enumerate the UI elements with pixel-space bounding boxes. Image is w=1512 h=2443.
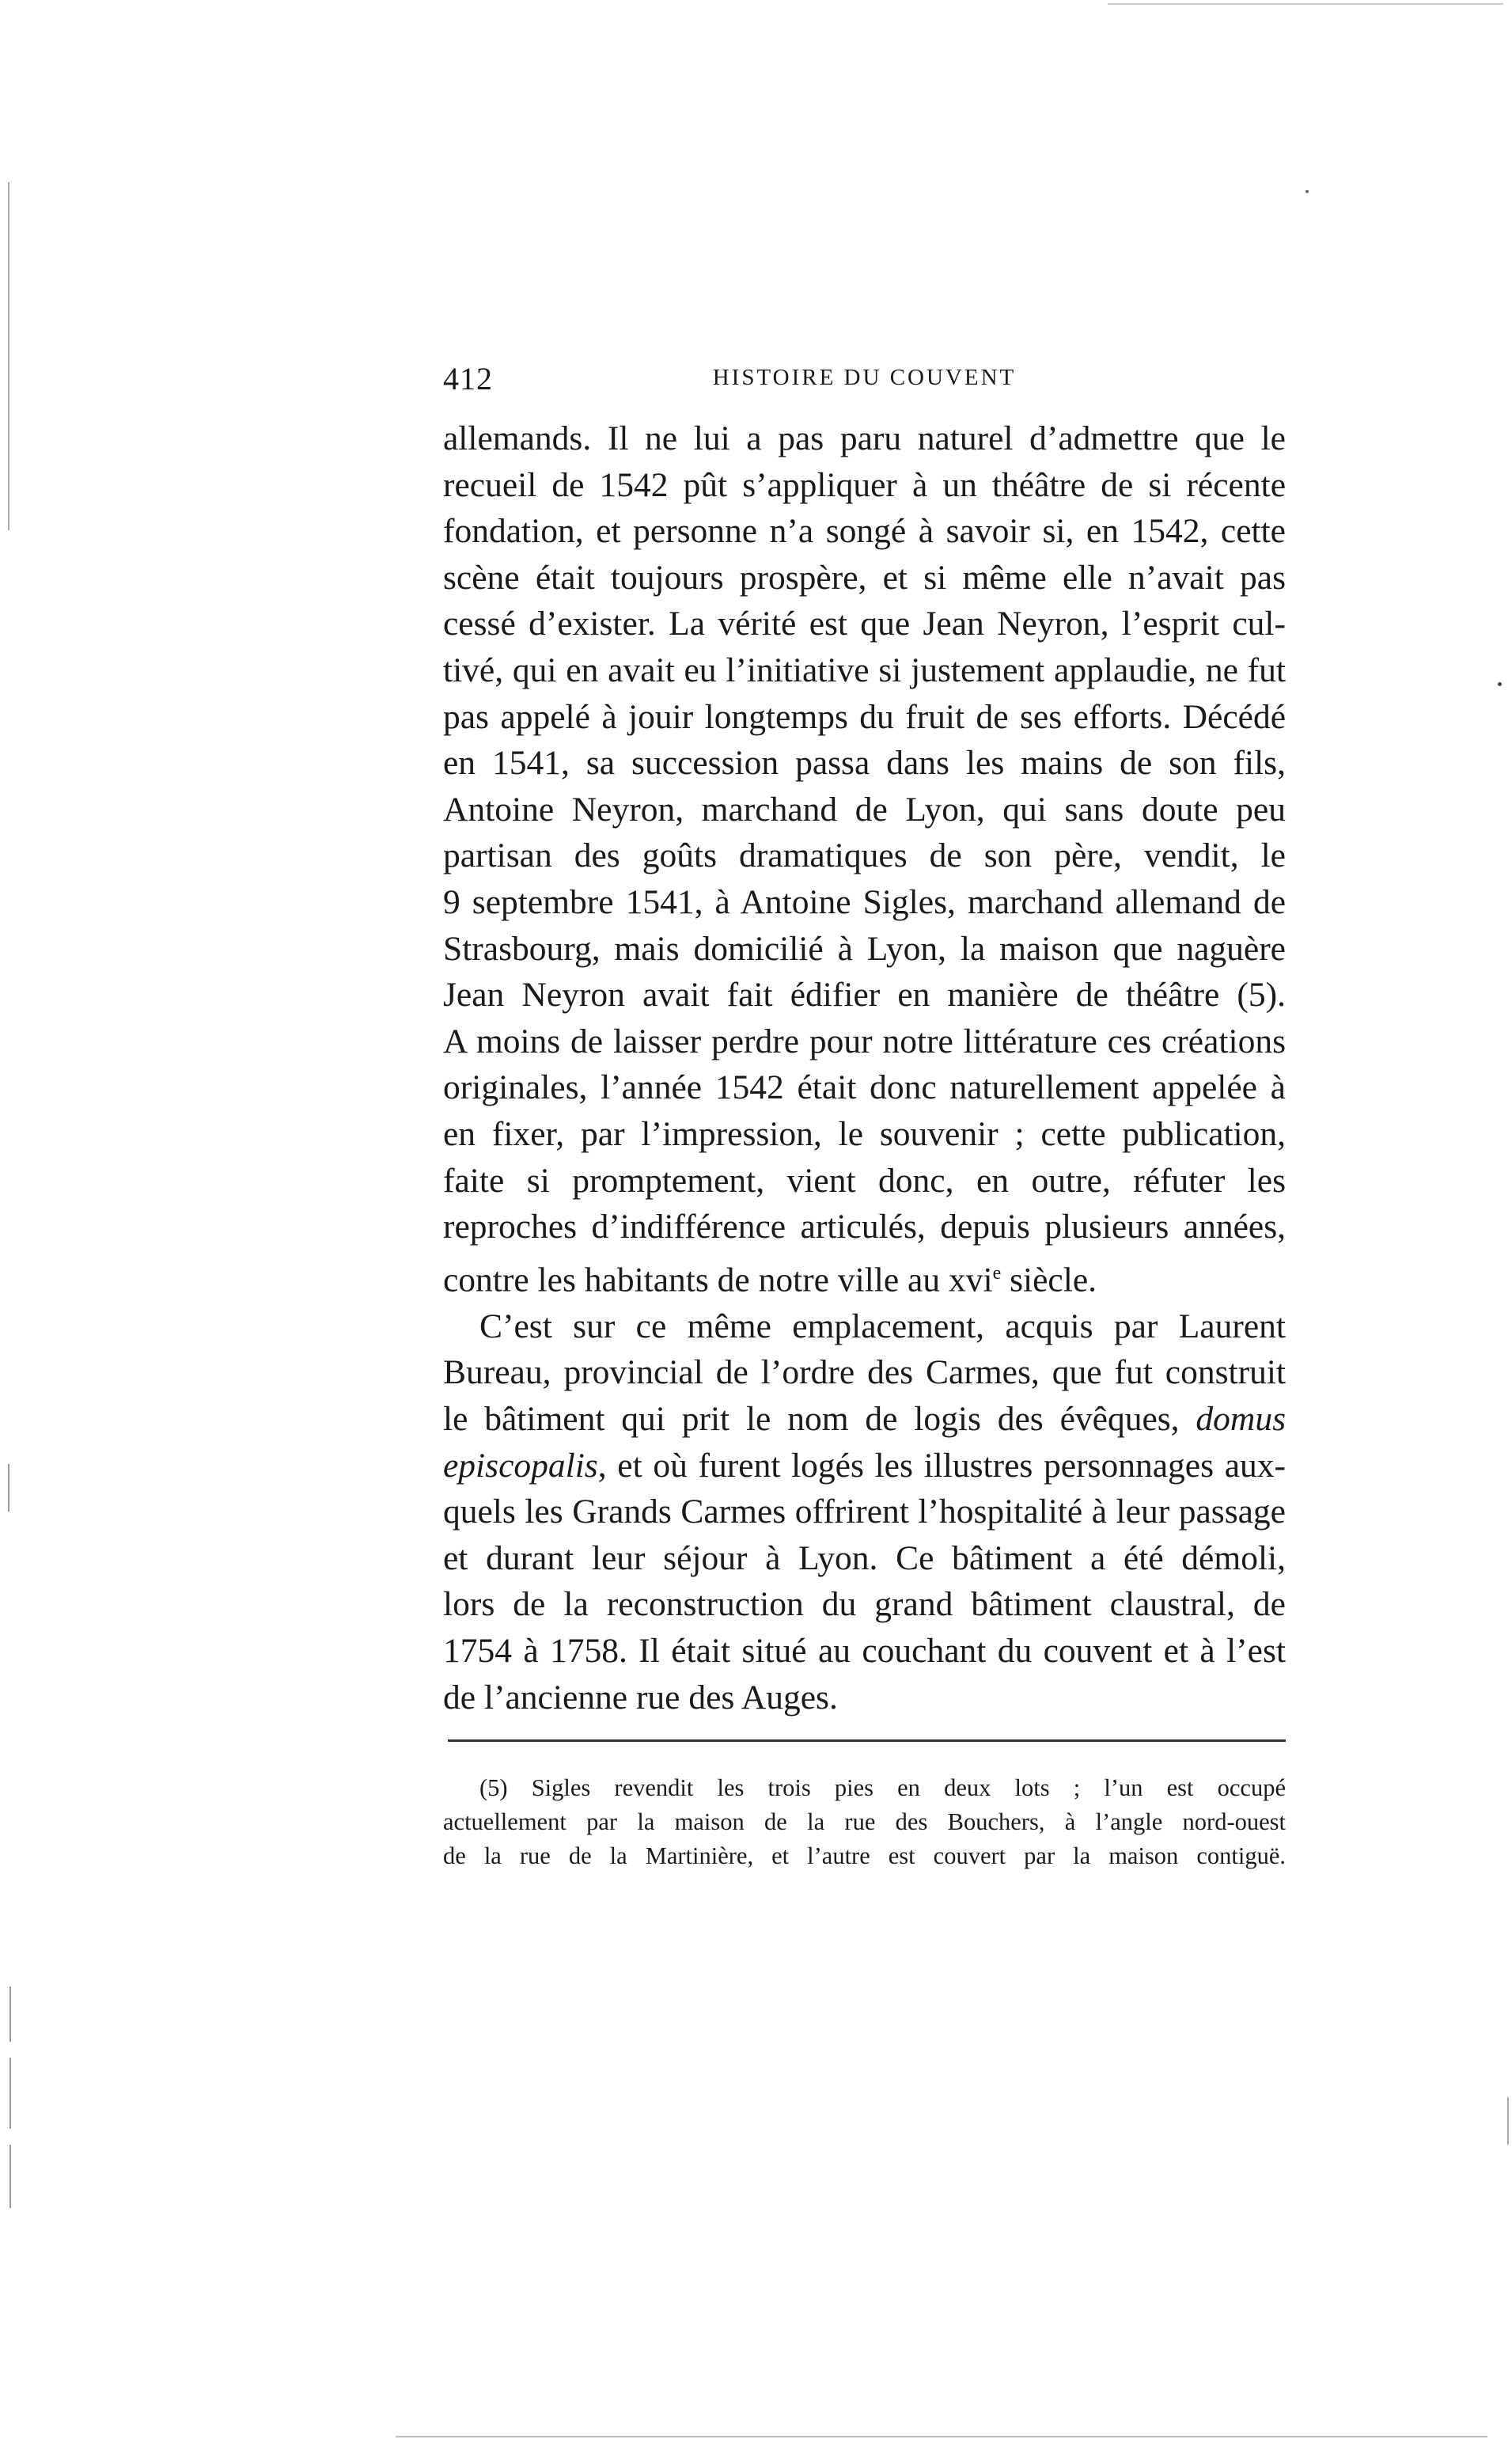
text-line: 1754 à 1758. Il était situé au couchant du couvent et à l’est (443, 1631, 1286, 1670)
text-line: reproches d’indifférence articulés, depuis plusieurs années, (443, 1208, 1286, 1246)
text-line: Strasbourg, mais domicilié à Lyon, la maison que naguère (443, 929, 1286, 968)
page-number: 412 (443, 361, 493, 396)
text-line: recueil de 1542 pût s’appliquer à un théâtre de si récente (443, 465, 1286, 504)
text-line: Jean Neyron avait fait édifier en manière de théâtre (5). (443, 976, 1286, 1015)
text-line: et durant leur séjour à Lyon. Ce bâtiment a été démoli, (443, 1538, 1286, 1577)
text-line-paragraph-end (443, 1250, 1286, 1303)
text-line (443, 1396, 1286, 1443)
text-line: Antoine Neyron, marchand de Lyon, qui sans doute peu (443, 790, 1286, 829)
text-segment: , et où furent logés les illustres personnages aux- (597, 1446, 1286, 1485)
text-line-paragraph-end: de l’ancienne rue des Auges. (443, 1678, 838, 1717)
footnote-line: actuellement par la maison de la rue des Bouchers, à l’angle nord-ouest (443, 1808, 1286, 1835)
text-line: partisan des goûts dramatiques de son père, vendit, le (443, 836, 1286, 875)
footnote-line: (5) Sigles revendit les trois pies en deux lots ; l’un est occupé (479, 1774, 1286, 1801)
scan-mark (9, 2145, 11, 2208)
footnote-separator (448, 1739, 1286, 1742)
scan-mark (9, 2058, 11, 2129)
text-segment: contre les habitants de notre ville au xvi (443, 1261, 993, 1299)
text-line: allemands. Il ne lui a pas paru naturel d’admettre que le (443, 419, 1286, 457)
text-line: tivé, qui en avait eu l’initiative si justement applaudie, ne fut (443, 651, 1286, 689)
footnote (443, 1771, 1286, 1873)
running-title: HISTOIRE DU COUVENT (712, 365, 1017, 390)
scan-mark (8, 1464, 9, 1512)
body-text (443, 415, 1286, 1720)
text-segment: siècle. (1001, 1261, 1097, 1299)
scan-mark (1507, 2097, 1509, 2145)
text-line: Bureau, provincial de l’ordre des Carmes, que fut construit (443, 1353, 1286, 1392)
scan-mark (1498, 682, 1502, 686)
text-line: cessé d’exister. La vérité est que Jean Neyron, l’esprit cul- (443, 605, 1286, 643)
scan-mark (1305, 190, 1309, 193)
text-line: originales, l’année 1542 était donc naturellement appelée à (443, 1068, 1286, 1107)
footnote-line: de la rue de la Martinière, et l’autre est couvert par la maison contiguë. (443, 1842, 1286, 1869)
text-line: scène était toujours prospère, et si même elle n’avait pas (443, 558, 1286, 597)
scan-mark (1108, 3, 1503, 5)
text-line-paragraph-start: C’est sur ce même emplacement, acquis par Laurent (479, 1307, 1286, 1345)
text-line: A moins de laisser perdre pour notre littérature ces créations (443, 1022, 1286, 1060)
superscript-e: e (992, 1262, 1002, 1284)
italic-word: domus (1196, 1399, 1286, 1438)
text-line: fondation, et personne n’a songé à savoir si, en 1542, cette (443, 512, 1286, 551)
text-segment: le bâtiment qui prit le nom de logis des évêques, (443, 1399, 1196, 1438)
text-line: faite si promptement, vient donc, en outre, réfuter les (443, 1161, 1286, 1200)
text-line: lors de la reconstruction du grand bâtiment claustral, de (443, 1585, 1286, 1624)
italic-word: episcopalis (443, 1446, 598, 1485)
text-line (443, 1443, 1286, 1489)
text-line: quels les Grands Carmes offrirent l’hospitalité à leur passage (443, 1493, 1286, 1531)
text-line: 9 septembre 1541, à Antoine Sigles, marchand allemand de (443, 882, 1286, 921)
scan-mark (396, 2436, 1487, 2437)
text-line: en 1541, sa succession passa dans les mains de son fils, (443, 744, 1286, 783)
scan-mark (8, 182, 9, 530)
scan-mark (9, 1986, 11, 2042)
text-line: pas appelé à jouir longtemps du fruit de ses efforts. Décédé (443, 697, 1286, 736)
page-header (443, 360, 1286, 400)
text-line: en fixer, par l’impression, le souvenir ; cette publication, (443, 1114, 1286, 1153)
